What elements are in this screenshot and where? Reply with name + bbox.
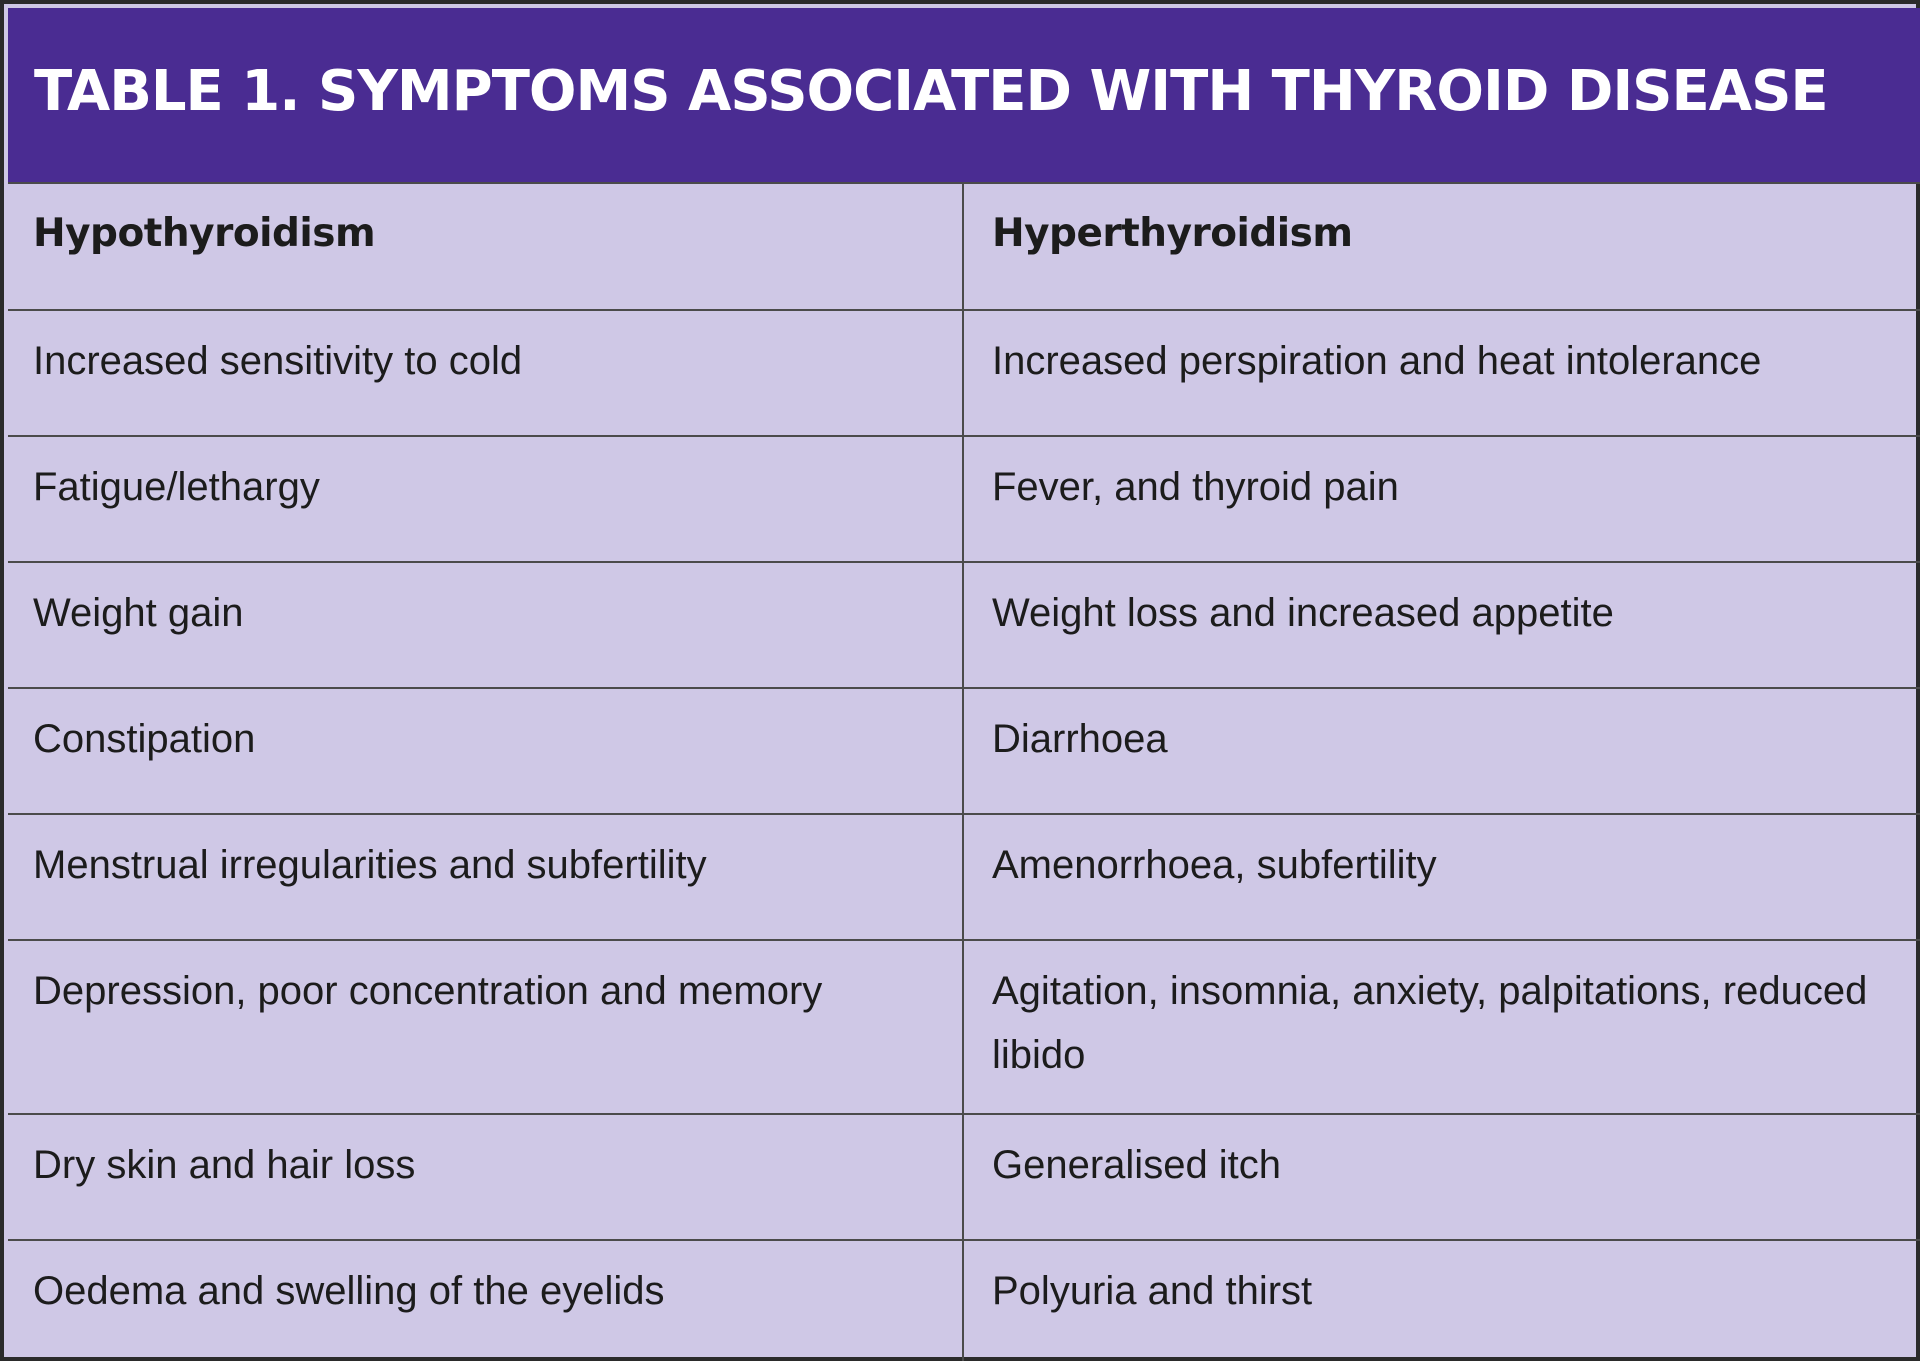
hyperthyroidism-cell: Agitation, insomnia, anxiety, palpitations, reduced libido bbox=[992, 969, 1868, 1077]
table-title: TABLE 1. SYMPTOMS ASSOCIATED WITH THYROID DISEASE bbox=[34, 58, 1828, 124]
table-title-bar bbox=[8, 8, 1920, 184]
hyperthyroidism-cell: Increased perspiration and heat intolerance bbox=[992, 339, 1762, 383]
table-row bbox=[8, 941, 1920, 1115]
hypothyroidism-cell: Dry skin and hair loss bbox=[8, 1115, 964, 1239]
table-row bbox=[8, 1241, 1920, 1361]
hyperthyroidism-cell: Diarrhoea bbox=[992, 717, 1168, 761]
hyperthyroidism-cell: Fever, and thyroid pain bbox=[992, 465, 1399, 509]
hyperthyroidism-cell: Generalised itch bbox=[992, 1143, 1282, 1187]
table-row bbox=[8, 1115, 1920, 1241]
table-row bbox=[8, 689, 1920, 815]
table-row bbox=[8, 437, 1920, 563]
hypothyroidism-cell: Increased sensitivity to cold bbox=[8, 311, 964, 435]
hyperthyroidism-cell: Polyuria and thirst bbox=[992, 1269, 1313, 1313]
table-row bbox=[8, 815, 1920, 941]
column-header-hypothyroidism: Hypothyroidism bbox=[8, 184, 964, 309]
hypothyroidism-cell: Depression, poor concentration and memory bbox=[8, 941, 964, 1113]
hyperthyroidism-cell: Weight loss and increased appetite bbox=[992, 591, 1614, 635]
hypothyroidism-cell: Menstrual irregularities and subfertility bbox=[8, 815, 964, 939]
hypothyroidism-cell: Constipation bbox=[8, 689, 964, 813]
hypothyroidism-cell: Fatigue/lethargy bbox=[8, 437, 964, 561]
table-header-row bbox=[8, 184, 1920, 311]
hypothyroidism-cell: Weight gain bbox=[8, 563, 964, 687]
table-grid bbox=[8, 184, 1920, 1361]
hyperthyroidism-cell: Amenorrhoea, subfertility bbox=[992, 843, 1437, 887]
hypothyroidism-cell: Oedema and swelling of the eyelids bbox=[8, 1241, 964, 1361]
column-header-hyperthyroidism: Hyperthyroidism bbox=[992, 211, 1353, 256]
table-row bbox=[8, 563, 1920, 689]
table-row bbox=[8, 311, 1920, 437]
